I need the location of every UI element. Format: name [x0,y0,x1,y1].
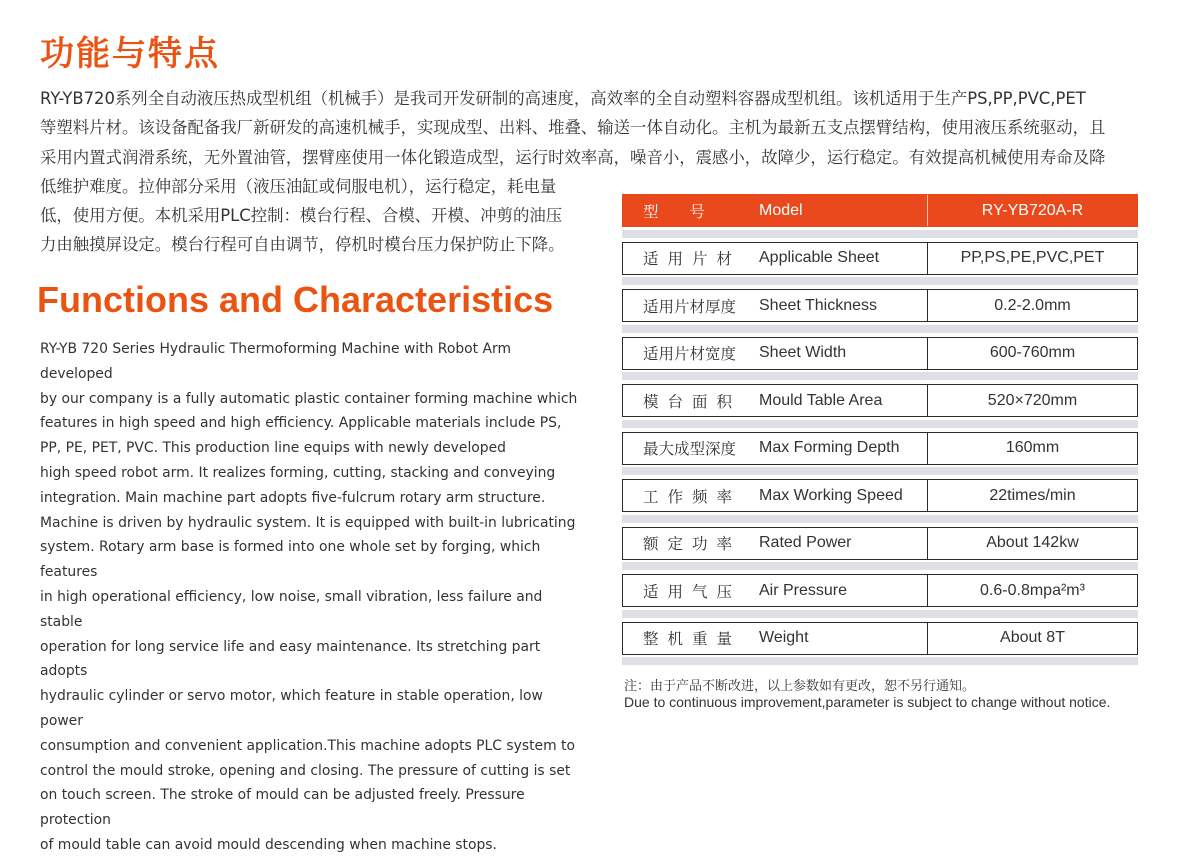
spec-row [622,618,1138,666]
spec-label-cell [623,528,928,559]
spec-label-cn: 适用气压 [643,582,742,601]
spec-table [622,190,1138,665]
spec-label-en: Rated Power [759,534,852,551]
cn-section-title: 功能与特点 [40,34,220,74]
spec-row [622,380,1138,428]
spec-label-cn: 额定功率 [643,535,742,553]
spec-value-cell: 160mm [1005,439,1060,456]
spec-label-en: Model [759,201,803,219]
spec-label-cell [623,195,928,226]
spec-label-en: Air Pressure [759,581,848,599]
spec-label-en: Sheet Width [759,344,847,361]
notice-cn: 注：由于产品不断改进，以上参数如有更改，恕不另行通知。 [624,679,976,694]
spec-label-cell [623,575,928,606]
spec-row [622,238,1138,286]
spec-label-cell [623,433,928,464]
spec-label-cn: 最大成型深度 [643,440,737,458]
spec-label-en: Weight [759,629,809,646]
cn-description-paragraph: RY-YB720系列全自动液压热成型机组（机械手）是我司开发研制的高速度，高效率的全自动塑料容器成型机组。该机适用于生产PS,PP,PVC,PET 等塑料片材。该设备配备我厂新研发的高速机械手，实现成型、出料、堆叠、输送一体自动化。主机为最新五支点摆臂结构，使用液压系统驱动，且 采用内置式润滑系统，无外置油管，摆臂座使用一体化锻造成型，运行时效率高，噪音小，震感小，故障少，运行稳定。有效提高机械使用寿命及降 低维护难度。拉伸部分采用（液压油缸或伺服电机），运行稳定，耗电量 低，使用方便。本机采用PLC控制：模台行程、合模、开模、冲剪的油压 力由触摸屏设定。模台行程可自由调节，停机时模台压力保护防止下降。 [40,89,1106,255]
row-stripe [622,610,1138,618]
spec-row [622,475,1138,523]
spec-row [622,570,1138,618]
spec-row [622,333,1138,381]
spec-value-cell: 0.6-0.8mpa²m³ [980,581,1085,599]
spec-label-cn: 适用片材厚度 [643,297,737,316]
spec-label-en: Max Forming Depth [759,439,900,456]
row-stripe [622,515,1138,523]
row-stripe [622,372,1138,380]
spec-label-cell [623,385,928,416]
spec-label-cn: 适用片材 [643,250,742,268]
row-stripe [622,230,1138,238]
spec-row [622,285,1138,333]
spec-label-cn: 模台面积 [643,392,742,411]
spec-value-cell: 0.2-2.0mm [994,296,1071,314]
row-stripe [622,420,1138,428]
spec-label-cell [623,243,928,274]
en-description-paragraph: RY-YB 720 Series Hydraulic Thermoforming Machine with Robot Arm developed by our company is a fully automatic plastic container forming machine which features in high speed and high efficiency. Applicable materials include PS, PP, PE, PET, PVC. This production line equips with newly developed high speed robot arm. It realizes forming, cutting, stacking and conveying integration. Main machine part adopts five-fulcrum rotary arm structure. Machine is driven by hydraulic system. It is equipped with built-in lubricating system. Rotary arm base is formed into one whole set by forging, which features in high operational efficiency, low noise, small vibration, less failure and stable operation for long service life and easy maintenance. Its stretching part adopts hydraulic cylinder or servo motor, which feature in stable operation, low power consumption and convenient application.This machine adopts PLC system to control the mould stroke, opening and closing. The pressure of cutting is set on touch screen. The stroke of mould can be adjusted freely. Pressure protection of mould table can avoid mould descending when machine stops. [40,341,578,853]
spec-row [622,428,1138,476]
spec-label-cn: 工作频率 [643,487,742,506]
spec-label-en: Mould Table Area [759,391,883,409]
spec-label-cell [623,338,928,369]
row-stripe [622,467,1138,475]
row-stripe [622,562,1138,570]
spec-label-cell [623,480,928,511]
spec-label-en: Applicable Sheet [759,249,880,266]
spec-value-cell: 22times/min [989,486,1076,504]
spec-label-cell [623,623,928,654]
spec-label-cn: 型 号 [643,202,706,221]
spec-label-en: Sheet Thickness [759,296,877,314]
spec-value-cell: About 8T [1000,629,1065,646]
spec-value-cell: About 142kw [986,534,1079,551]
spec-table-header-row [622,190,1138,238]
row-stripe [622,325,1138,333]
row-stripe [622,657,1138,665]
row-stripe [622,277,1138,285]
en-section-title: Functions and Characteristics [37,279,554,320]
spec-value-cell: PP,PS,PE,PVC,PET [960,249,1105,266]
spec-label-cn: 适用片材宽度 [643,345,737,363]
spec-label-cn: 整机重量 [643,630,742,648]
spec-label-cell [623,290,928,321]
spec-value-cell: RY-YB720A-R [981,201,1084,219]
spec-row [622,523,1138,571]
spec-value-cell: 520×720mm [987,391,1078,409]
spec-value-cell: 600-760mm [989,344,1076,361]
spec-label-en: Max Working Speed [759,486,903,504]
notice-en: Due to continuous improvement,parameter is subject to change without notice. [624,694,1111,710]
